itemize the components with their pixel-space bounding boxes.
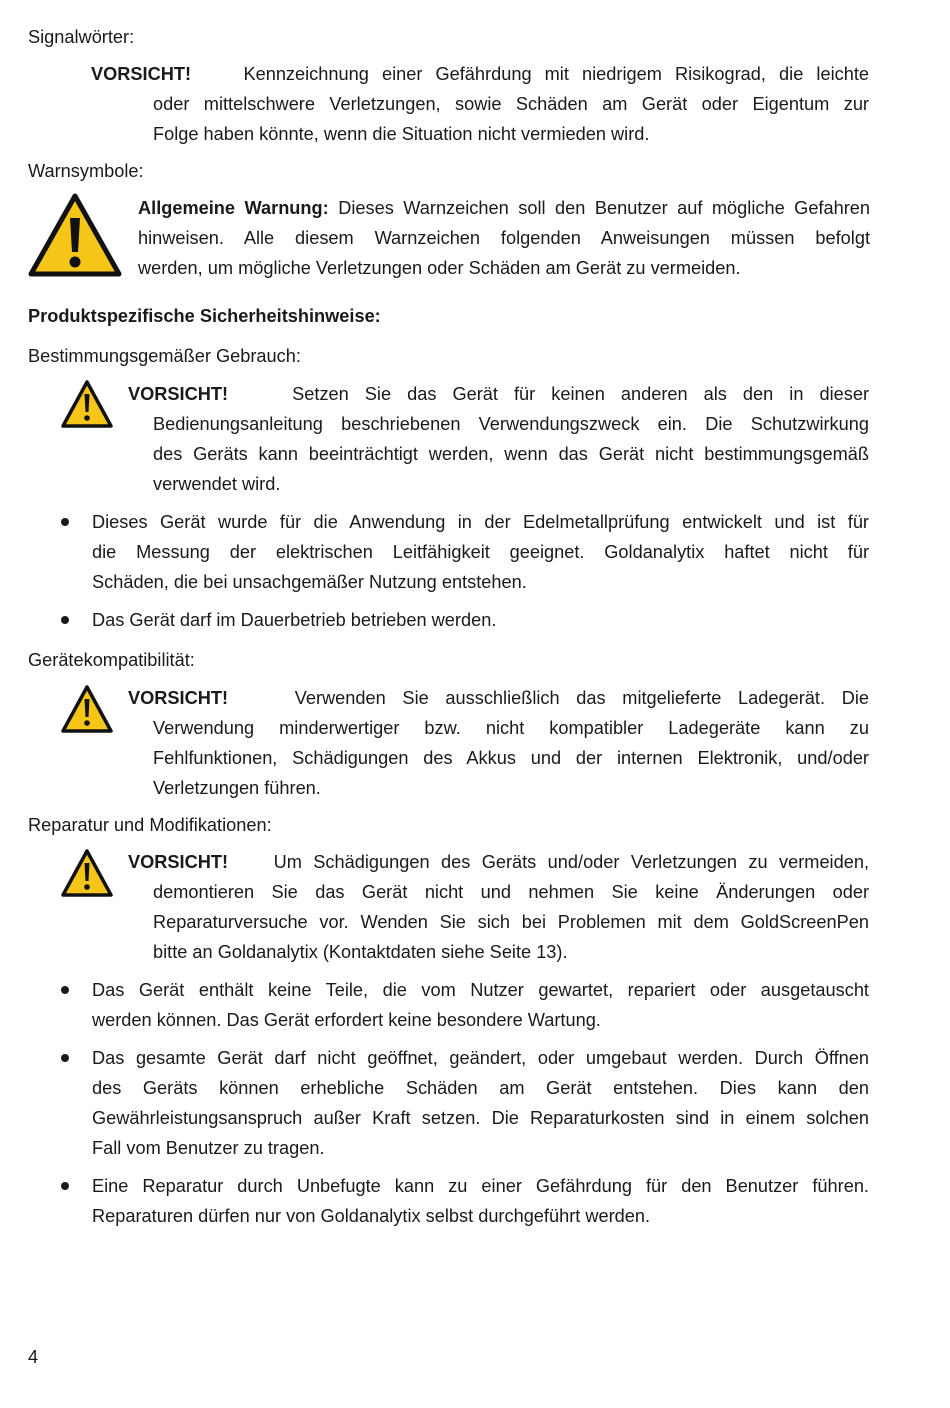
repair-caution-line3: Reparaturversuche vor. Wenden Sie sich bei Problemen mit dem GoldScreenPen [153,912,869,932]
repair-caution-line4: bitte an Goldanalytix (Kontaktdaten siehe Seite 13). [153,942,568,962]
repair-heading: Reparatur und Modifikationen: [28,815,272,835]
caution-triangle-icon [60,379,114,429]
bullet-dot [61,518,69,526]
bullet-item-line: des Geräts können erhebliche Schäden am Gerät entstehen. Dies kann den [92,1078,869,1098]
bullet-item-line: die Messung der elektrischen Leitfähigkeit geeignet. Goldanalytix haftet nicht für [92,542,869,562]
caution-text: Setzen Sie das Gerät für keinen anderen als den in dieser [292,384,870,404]
signal-caution-line3: Folge haben könnte, wenn die Situation nicht vermieden wird. [153,124,650,144]
signal-caution-line2: oder mittelschwere Verletzungen, sowie Schäden am Gerät oder Eigentum zur [153,94,869,114]
bullet-item-line: Dieses Gerät wurde für die Anwendung in der Edelmetallprüfung entwickelt und ist für [92,512,869,532]
compatibility-caution-line4: Verletzungen führen. [153,778,321,798]
bullet-item-line: Schäden, die bei unsachgemäßer Nutzung entstehen. [92,572,527,592]
signal-words-heading: Signalwörter: [28,27,135,47]
general-warning-label: Allgemeine Warnung: [138,198,329,218]
caution-triangle-icon [60,684,114,734]
page-number: 4 [28,1347,39,1367]
bullet-item-line: Das Gerät darf im Dauerbetrieb betrieben werden. [92,610,497,630]
bullet-dot [61,986,69,994]
repair-caution-line1 [128,847,869,877]
general-warning-line1 [138,193,870,223]
product-safety-heading: Produktspezifische Sicherheitshinweise: [28,306,381,326]
warning-symbols-heading: Warnsymbole: [28,161,144,181]
signal-caution-line1 [91,59,869,89]
repair-caution-line2: demontieren Sie das Gerät nicht und nehmen Sie keine Änderungen oder [153,882,869,902]
caution-keyword: VORSICHT! [128,688,229,708]
intended-use-caution-line4: verwendet wird. [153,474,281,494]
bullet-item-line: Reparaturen dürfen nur von Goldanalytix selbst durchgeführt werden. [92,1206,651,1226]
caution-text: Um Schädigungen des Geräts und/oder Verletzungen zu vermeiden, [273,852,870,872]
general-warning-text: Dieses Warnzeichen soll den Benutzer auf mögliche Gefahren [338,198,871,218]
intended-use-caution-line2: Bedienungsanleitung beschriebenen Verwendungszweck ein. Die Schutzwirkung [153,414,869,434]
general-warning-line3: werden, um mögliche Verletzungen oder Schäden am Gerät zu vermeiden. [138,258,741,278]
intended-use-caution-line3: des Geräts kann beeinträchtigt werden, wenn das Gerät nicht bestimmungsgemäß [153,444,869,464]
bullet-item-line: Das Gerät enthält keine Teile, die vom Nutzer gewartet, repariert oder ausgetauscht [92,980,869,1000]
compatibility-heading: Gerätekompatibilität: [28,650,195,670]
bullet-item-line: werden können. Das Gerät erfordert keine besondere Wartung. [92,1010,601,1030]
general-warning-line2: hinweisen. Alle diesem Warnzeichen folgenden Anweisungen müssen befolgt [138,228,870,248]
signal-caution-text: Kennzeichnung einer Gefährdung mit niedrigem Risikograd, die leichte [243,64,869,84]
bullet-item-line: Eine Reparatur durch Unbefugte kann zu einer Gefährdung für den Benutzer führen. [92,1176,869,1196]
bullet-dot [61,616,69,624]
intended-use-heading: Bestimmungsgemäßer Gebrauch: [28,346,301,366]
bullet-dot [61,1182,69,1190]
caution-keyword: VORSICHT! [128,852,229,872]
bullet-item-line: Fall vom Benutzer zu tragen. [92,1138,325,1158]
bullet-item-line: Das gesamte Gerät darf nicht geöffnet, geändert, oder umgebaut werden. Durch Öffnen [92,1048,869,1068]
caution-text: Verwenden Sie ausschließlich das mitgelieferte Ladegerät. Die [294,688,869,708]
compatibility-caution-line3: Fehlfunktionen, Schädigungen des Akkus und der internen Elektronik, und/oder [153,748,869,768]
compatibility-caution-line2: Verwendung minderwertiger bzw. nicht kompatibler Ladegeräte kann zu [153,718,869,738]
bullet-item-line: Gewährleistungsanspruch außer Kraft setzen. Die Reparaturkosten sind in einem solchen [92,1108,869,1128]
bullet-dot [61,1054,69,1062]
caution-keyword: VORSICHT! [91,64,192,84]
intended-use-caution-line1 [128,379,869,409]
caution-keyword: VORSICHT! [128,384,229,404]
warning-triangle-icon [28,192,122,278]
caution-triangle-icon [60,848,114,898]
compatibility-caution-line1 [128,683,869,713]
